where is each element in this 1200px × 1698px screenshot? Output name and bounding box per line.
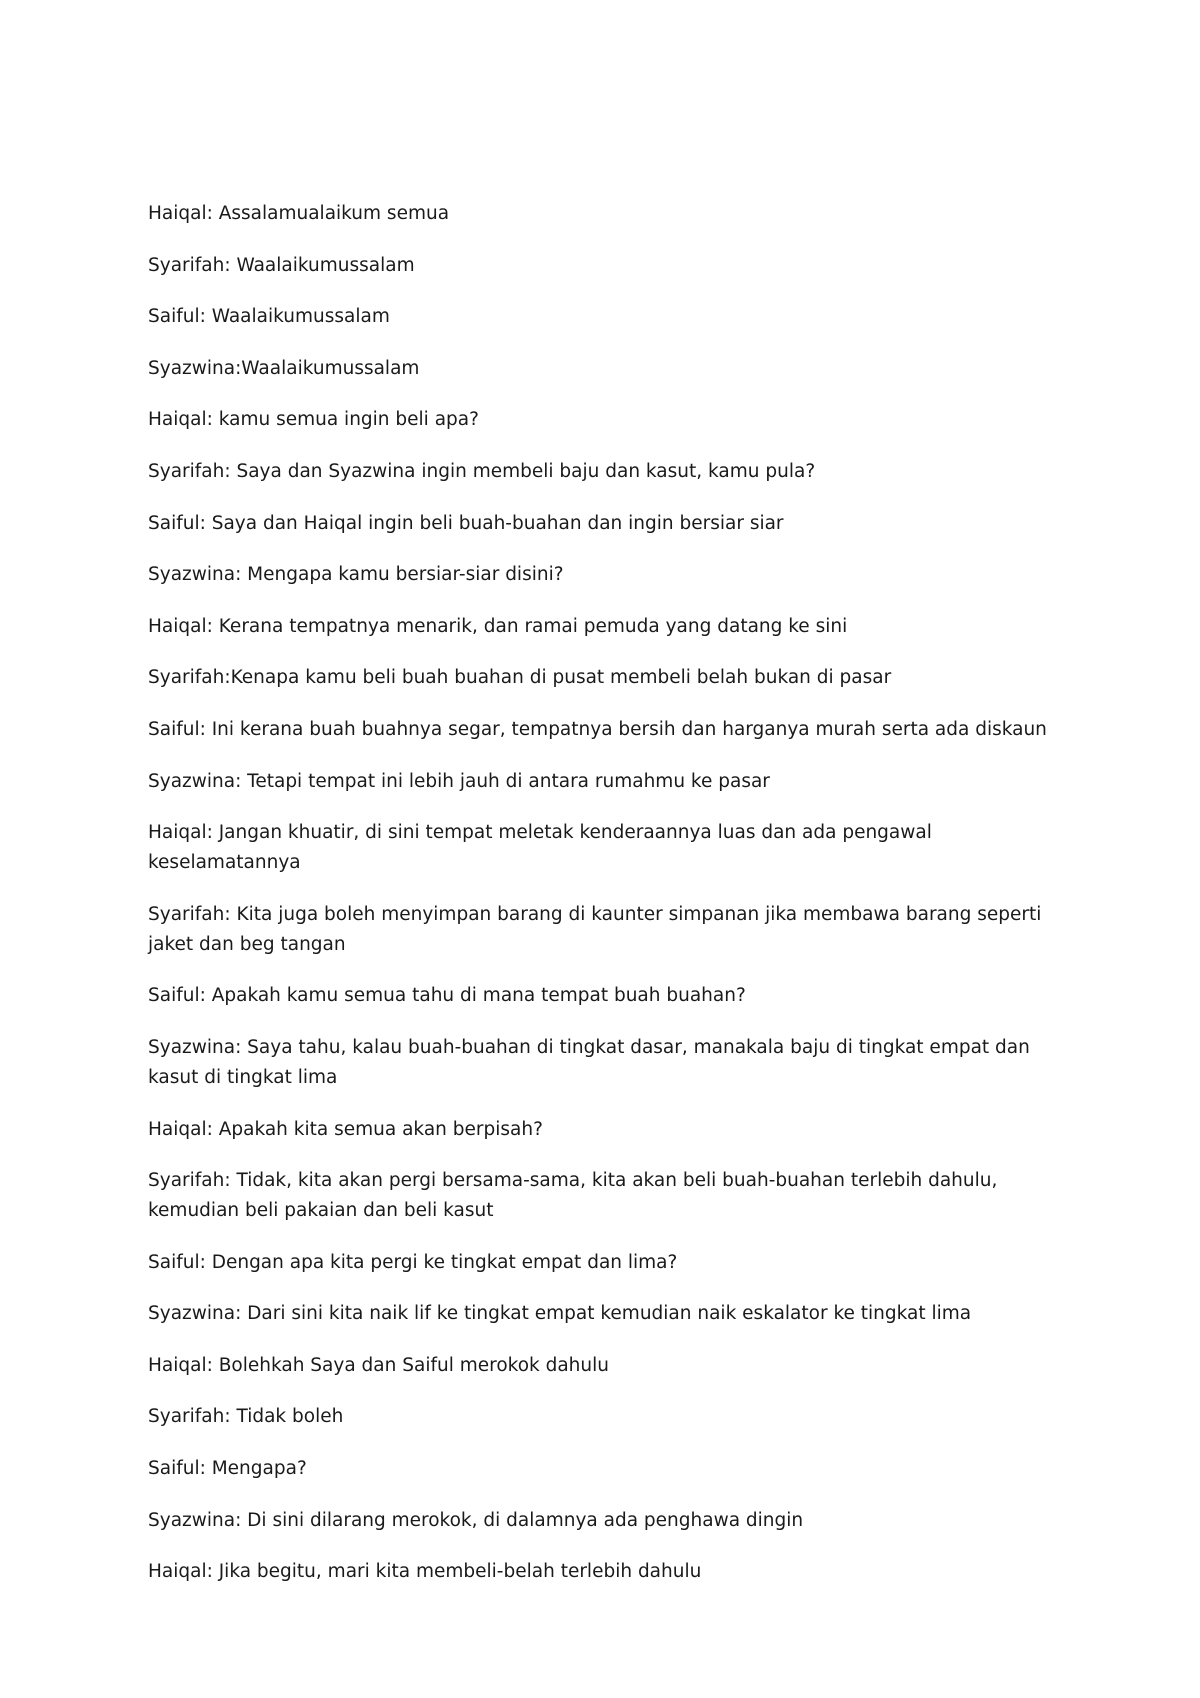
dialogue-line: Syazwina:Waalaikumussalam (148, 357, 420, 379)
dialogue-line: Haiqal: kamu semua ingin beli apa? (148, 409, 479, 431)
dialogue-line: Syarifah: Tidak, kita akan pergi bersama-sama, kita akan beli buah-buahan terlebih dahulu, kemudian beli pakaian dan beli kasut (148, 1170, 998, 1222)
dialogue-text (148, 199, 1068, 1609)
dialogue-line: Haiqal: Bolehkah Saya dan Saiful merokok dahulu (148, 1354, 610, 1376)
dialogue-line: Saiful: Saya dan Haiqal ingin beli buah-buahan dan ingin bersiar siar (148, 512, 784, 534)
dialogue-line: Saiful: Dengan apa kita pergi ke tingkat empat dan lima? (148, 1251, 678, 1273)
dialogue-line: Syazwina: Saya tahu, kalau buah-buahan di tingkat dasar, manakala baju di tingkat empat dan kasut di tingkat lima (148, 1036, 1030, 1088)
dialogue-line: Saiful: Waalaikumussalam (148, 306, 390, 328)
dialogue-line: Syarifah: Kita juga boleh menyimpan barang di kaunter simpanan jika membawa barang seperti jaket dan beg tangan (148, 903, 1042, 955)
dialogue-line: Haiqal: Apakah kita semua akan berpisah? (148, 1118, 543, 1140)
dialogue-line: Syazwina: Dari sini kita naik lif ke tingkat empat kemudian naik eskalator ke tingkat lima (148, 1303, 972, 1325)
dialogue-line: Haiqal: Jangan khuatir, di sini tempat meletak kenderaannya luas dan ada pengawal keselamatannya (148, 822, 932, 874)
dialogue-line: Saiful: Ini kerana buah buahnya segar, tempatnya bersih dan harganya murah serta ada diskaun (148, 718, 1047, 740)
dialogue-line: Saiful: Mengapa? (148, 1458, 307, 1480)
dialogue-line: Syazwina: Tetapi tempat ini lebih jauh di antara rumahmu ke pasar (148, 770, 770, 792)
dialogue-line: Saiful: Apakah kamu semua tahu di mana tempat buah buahan? (148, 985, 746, 1007)
dialogue-line: Syarifah: Tidak boleh (148, 1406, 344, 1428)
dialogue-line: Haiqal: Kerana tempatnya menarik, dan ramai pemuda yang datang ke sini (148, 615, 848, 637)
dialogue-line: Syazwina: Mengapa kamu bersiar-siar disini? (148, 564, 564, 586)
dialogue-line: Haiqal: Assalamualaikum semua (148, 203, 450, 224)
dialogue-line: Syazwina: Di sini dilarang merokok, di dalamnya ada penghawa dingin (148, 1509, 804, 1531)
dialogue-line: Syarifah:Kenapa kamu beli buah buahan di pusat membeli belah bukan di pasar (148, 667, 892, 689)
dialogue-line: Syarifah: Waalaikumussalam (148, 254, 415, 276)
dialogue-line: Syarifah: Saya dan Syazwina ingin membeli baju dan kasut, kamu pula? (148, 460, 816, 482)
dialogue-line: Haiqal: Jika begitu, mari kita membeli-belah terlebih dahulu (148, 1561, 702, 1583)
